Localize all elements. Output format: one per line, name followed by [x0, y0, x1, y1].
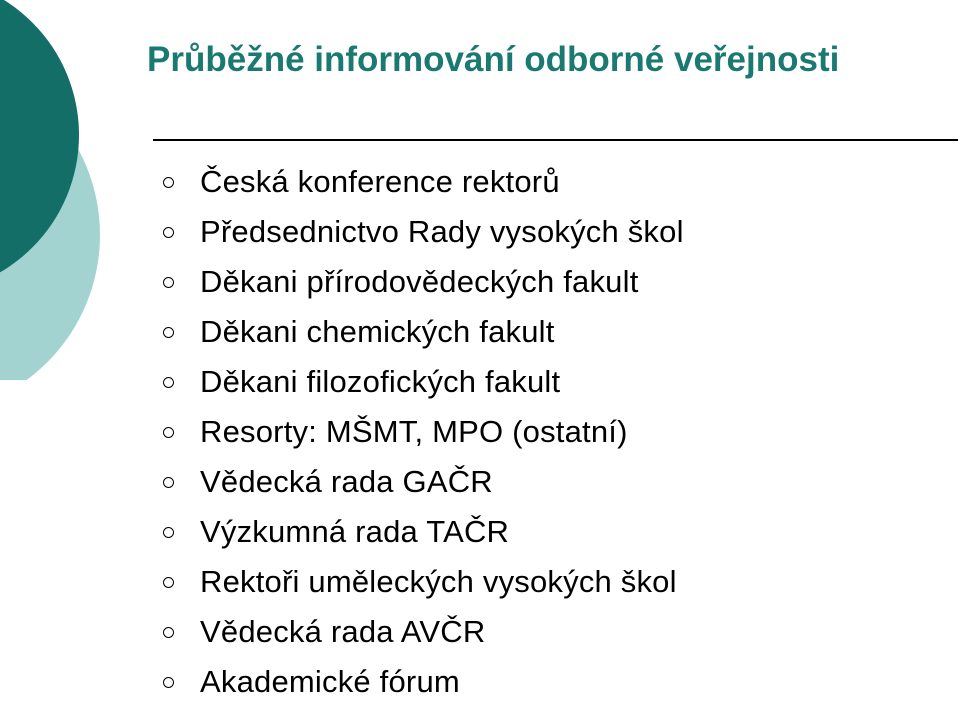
list-item-label: Děkani filozofických fakult — [200, 364, 561, 399]
decorative-circles — [0, 0, 120, 380]
hollow-circle-icon — [163, 227, 174, 238]
list-item-label: Vědecká rada AVČR — [200, 614, 486, 649]
list-item-label: Česká konference rektorů — [200, 164, 560, 199]
list-item-label: Akademické fórum — [200, 664, 460, 699]
slide-title: Průběžné informování odborné veřejnosti — [147, 40, 840, 79]
list-item-label: Děkani přírodovědeckých fakult — [200, 264, 639, 299]
title-divider — [153, 139, 958, 141]
hollow-circle-icon — [163, 177, 174, 188]
list-item-label: Předsednictvo Rady vysokých škol — [200, 214, 684, 249]
list-item-label: Děkani chemických fakult — [200, 314, 555, 349]
hollow-circle-icon — [163, 677, 174, 688]
hollow-circle-icon — [163, 427, 174, 438]
hollow-circle-icon — [163, 527, 174, 538]
hollow-circle-icon — [163, 277, 174, 288]
hollow-circle-icon — [163, 477, 174, 488]
list-item-label: Výzkumná rada TAČR — [200, 514, 510, 549]
list-item-label: Rektoři uměleckých vysokých škol — [200, 564, 677, 599]
hollow-circle-icon — [163, 377, 174, 388]
hollow-circle-icon — [163, 627, 174, 638]
hollow-circle-icon — [163, 577, 174, 588]
hollow-circle-icon — [163, 327, 174, 338]
list-item-label: Vědecká rada GAČR — [200, 464, 493, 499]
list-item-label: Resorty: MŠMT, MPO (ostatní) — [200, 414, 628, 449]
